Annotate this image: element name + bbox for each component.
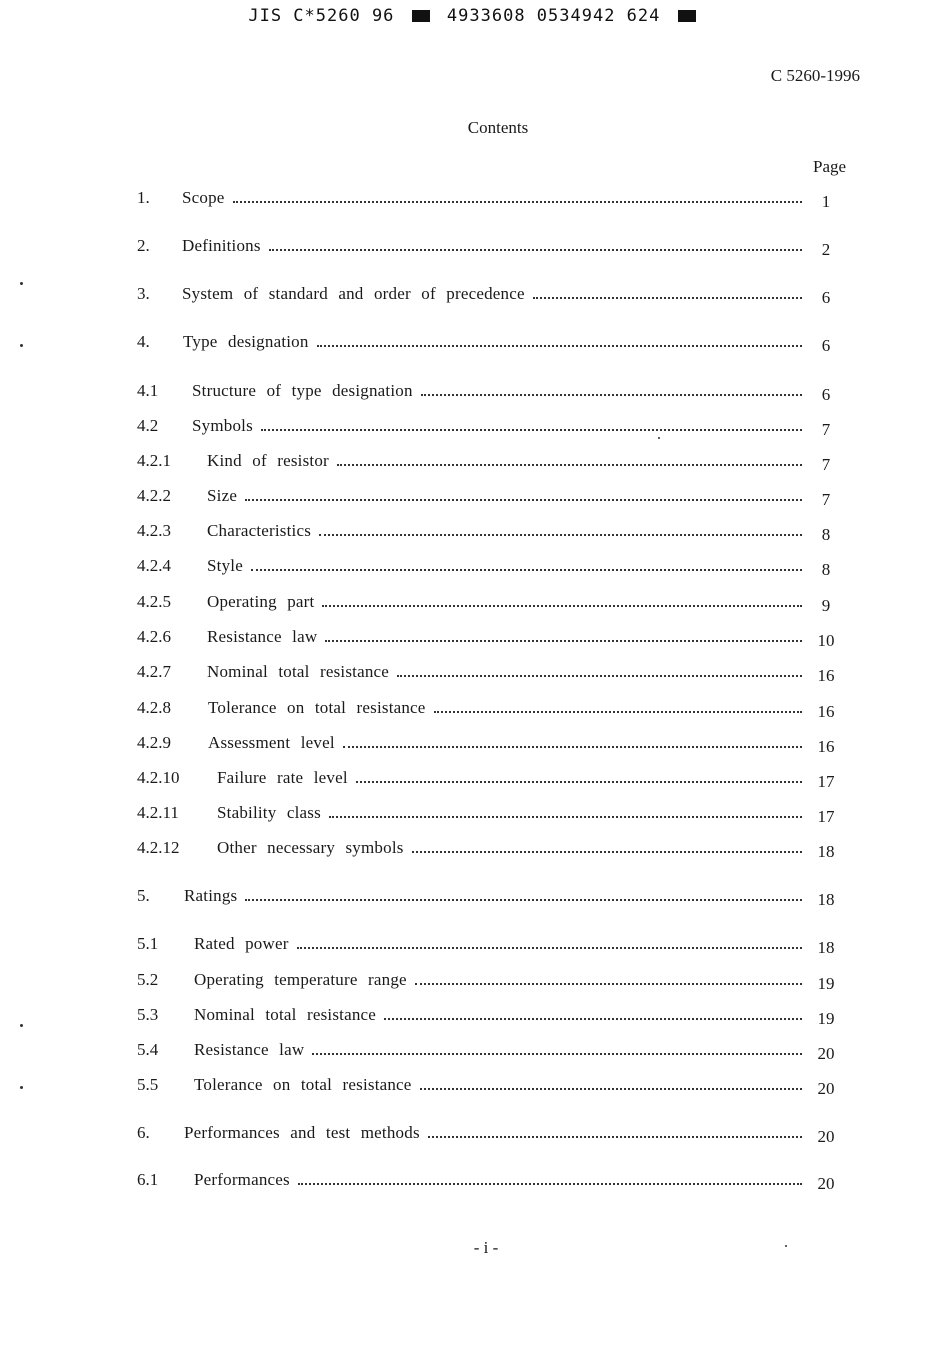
toc-entry-number: 4.2.5 — [137, 592, 171, 611]
toc-entry-page: 6 — [821, 288, 831, 307]
toc-entry-title: Tolerance on total resistance — [208, 698, 434, 718]
toc-entry — [137, 188, 842, 212]
toc-entry-title: Kind of resistor — [207, 451, 337, 471]
dot-leader — [319, 534, 802, 536]
toc-entry-line — [194, 1170, 802, 1190]
black-block-mark — [678, 10, 696, 22]
toc-entry-page: 7 — [821, 420, 831, 439]
toc-entry — [137, 627, 842, 651]
dot-leader — [297, 947, 802, 949]
toc-entry-line — [207, 627, 802, 647]
toc-entry-title: Stability class — [217, 803, 329, 823]
toc-entry-page: 16 — [817, 666, 835, 685]
toc-entry-title: Operating part — [207, 592, 322, 612]
toc-entry-number: 4.2.4 — [137, 556, 171, 575]
footer-page-number: - i - — [473, 1238, 499, 1257]
scan-speck — [785, 1245, 787, 1247]
toc-entry-title: Characteristics — [207, 521, 319, 541]
toc-entry-number: 4.2.9 — [137, 733, 171, 752]
toc-entry-title: Resistance law — [194, 1040, 312, 1060]
dot-leader — [356, 781, 802, 783]
toc-entry-page: 1 — [821, 192, 831, 211]
toc-entry-title: Symbols — [192, 416, 261, 436]
toc-entry — [137, 592, 842, 616]
toc-entry-line — [208, 733, 802, 753]
toc-entry — [137, 886, 842, 910]
toc-entry-page: 2 — [821, 240, 831, 259]
toc-entry-line — [207, 662, 802, 682]
toc-entry-number: 5.2 — [137, 970, 159, 989]
dot-leader — [312, 1053, 802, 1055]
toc-entry-title: Type designation — [183, 332, 317, 352]
toc-entry-title: System of standard and order of precedence — [182, 284, 533, 304]
toc-entry-page: 8 — [821, 560, 831, 579]
toc-entry-number: 4.2.6 — [137, 627, 171, 646]
dot-leader — [337, 464, 802, 466]
toc-entry — [137, 803, 842, 827]
toc-entry-number: 5.3 — [137, 1005, 159, 1024]
toc-entry-number: 2. — [137, 236, 150, 255]
toc-entry-page: 20 — [817, 1044, 835, 1063]
toc-entry-page: 10 — [817, 631, 835, 650]
toc-entry-number: 4.2.10 — [137, 768, 180, 787]
toc-entry-line — [194, 1075, 802, 1095]
toc-entry-number: 5.1 — [137, 934, 159, 953]
toc-entry-line — [207, 451, 802, 471]
toc-entry-title: Operating temperature range — [194, 970, 415, 990]
toc-entry-title: Performances and test methods — [184, 1123, 428, 1143]
dot-leader — [317, 345, 802, 347]
toc-entry-number: 5.4 — [137, 1040, 159, 1059]
toc-entry-page: 16 — [817, 702, 835, 721]
toc-entry-line — [194, 1040, 802, 1060]
toc-entry-number: 4.2.12 — [137, 838, 180, 857]
toc-entry — [137, 1170, 842, 1194]
toc-entry-number: 4. — [137, 332, 150, 351]
scan-speck — [20, 282, 23, 285]
toc-entry-page: 17 — [817, 807, 835, 826]
toc-entry — [137, 416, 842, 440]
toc-entry-page: 18 — [817, 938, 835, 957]
scan-speck — [20, 1086, 23, 1089]
dot-leader — [415, 983, 802, 985]
toc-entry-line — [217, 768, 802, 788]
toc-entry-line — [184, 886, 802, 906]
toc-entry-title: Nominal total resistance — [194, 1005, 384, 1025]
toc-entry-title: Resistance law — [207, 627, 325, 647]
standard-number: C 5260-1996 — [770, 66, 860, 85]
toc-entry-title: Nominal total resistance — [207, 662, 397, 682]
toc-entry — [137, 284, 842, 308]
toc-entry-line — [194, 934, 802, 954]
toc-entry-page: 20 — [817, 1127, 835, 1146]
toc-entry-line — [207, 486, 802, 506]
toc-entry-title: Structure of type designation — [192, 381, 421, 401]
toc-entry-number: 4.2.3 — [137, 521, 171, 540]
toc-entry — [137, 1040, 842, 1064]
dot-leader — [412, 851, 802, 853]
toc-entry-page: 20 — [817, 1174, 835, 1193]
header-code-part-1: JIS C*5260 96 — [248, 6, 395, 26]
toc-entry-line — [183, 332, 802, 352]
toc-entry-number: 4.1 — [137, 381, 159, 400]
toc-entry — [137, 970, 842, 994]
dot-leader — [428, 1136, 802, 1138]
dot-leader — [269, 249, 802, 251]
dot-leader — [251, 569, 802, 571]
toc-entry-number: 4.2.11 — [137, 803, 179, 822]
toc-entry-number: 4.2.2 — [137, 486, 171, 505]
toc-entry-title: Ratings — [184, 886, 245, 906]
toc-entry-number: 5.5 — [137, 1075, 159, 1094]
toc-entry-page: 7 — [821, 490, 831, 509]
toc-entry-number: 4.2 — [137, 416, 159, 435]
toc-entry — [137, 698, 842, 722]
toc-entry-line — [217, 838, 802, 858]
toc-entry-line — [208, 698, 802, 718]
toc-entry-number: 3. — [137, 284, 150, 303]
header-code-part-2: 4933608 0534942 624 — [446, 6, 661, 26]
toc-entry-page: 8 — [821, 525, 831, 544]
black-block-mark — [412, 10, 430, 22]
toc-entry-line — [192, 416, 802, 436]
toc-entry-page: 6 — [821, 336, 831, 355]
dot-leader — [397, 675, 802, 677]
toc-entry — [137, 768, 842, 792]
toc-entry-title: Definitions — [182, 236, 269, 256]
toc-entry-title: Assessment level — [208, 733, 343, 753]
toc-entry-page: 18 — [817, 842, 835, 861]
toc-entry-page: 19 — [817, 974, 835, 993]
toc-entry-line — [182, 188, 802, 208]
toc-entry-page: 7 — [821, 455, 831, 474]
toc-entry-page: 20 — [817, 1079, 835, 1098]
toc-entry — [137, 662, 842, 686]
toc-entry-number: 4.2.7 — [137, 662, 171, 681]
dot-leader — [329, 816, 802, 818]
toc-entry — [137, 1123, 842, 1147]
toc-entry-page: 16 — [817, 737, 835, 756]
toc-entry-page: 17 — [817, 772, 835, 791]
toc-entry-number: 4.2.8 — [137, 698, 171, 717]
toc-entry-line — [207, 521, 802, 541]
dot-leader — [298, 1183, 802, 1185]
toc-entry-number: 6. — [137, 1123, 150, 1142]
toc-entry-line — [192, 381, 802, 401]
toc-entry-number: 6.1 — [137, 1170, 159, 1189]
toc-entry-line — [182, 236, 802, 256]
toc-entry — [137, 236, 842, 260]
page-column-label: Page — [813, 157, 847, 176]
toc-entry — [137, 451, 842, 475]
toc-entry — [137, 521, 842, 545]
toc-entry-title: Scope — [182, 188, 233, 208]
dot-leader — [233, 201, 802, 203]
toc-entry-page: 9 — [821, 596, 831, 615]
scan-speck — [20, 1024, 23, 1027]
dot-leader — [261, 429, 802, 431]
toc-title: Contents — [467, 118, 529, 137]
toc-entry-title: Other necessary symbols — [217, 838, 412, 858]
toc-entry-title: Style — [207, 556, 251, 576]
toc-entry-title: Tolerance on total resistance — [194, 1075, 420, 1095]
dot-leader — [421, 394, 802, 396]
toc-entry — [137, 1005, 842, 1029]
toc-entry-title: Rated power — [194, 934, 297, 954]
toc-entry-number: 5. — [137, 886, 150, 905]
toc-entry-title: Failure rate level — [217, 768, 356, 788]
toc-entry-page: 18 — [817, 890, 835, 909]
toc-entry-line — [217, 803, 802, 823]
dot-leader — [434, 711, 802, 713]
dot-leader — [343, 746, 802, 748]
scan-speck — [20, 344, 23, 347]
toc-entry-page: 19 — [817, 1009, 835, 1028]
toc-entry — [137, 934, 842, 958]
toc-entry-line — [194, 1005, 802, 1025]
toc-entry — [137, 733, 842, 757]
toc-entry-page: 6 — [821, 385, 831, 404]
toc-entry-line — [207, 556, 802, 576]
toc-entry-title: Size — [207, 486, 245, 506]
toc-entry — [137, 1075, 842, 1099]
dot-leader — [420, 1088, 802, 1090]
header-code-line — [0, 6, 950, 26]
dot-leader — [245, 499, 802, 501]
toc-entry-title: Performances — [194, 1170, 298, 1190]
toc-entry — [137, 381, 842, 405]
dot-leader — [384, 1018, 802, 1020]
toc-entry-line — [207, 592, 802, 612]
dot-leader — [533, 297, 802, 299]
toc-entry — [137, 556, 842, 580]
toc-entry-line — [182, 284, 802, 304]
toc-entry-line — [184, 1123, 802, 1143]
toc-entry — [137, 838, 842, 862]
dot-leader — [245, 899, 802, 901]
scan-speck — [658, 437, 660, 439]
toc-entry-line — [194, 970, 802, 990]
dot-leader — [325, 640, 802, 642]
toc-entry-number: 1. — [137, 188, 150, 207]
toc-entry-number: 4.2.1 — [137, 451, 171, 470]
toc-entry — [137, 486, 842, 510]
toc-entry — [137, 332, 842, 356]
dot-leader — [322, 605, 802, 607]
